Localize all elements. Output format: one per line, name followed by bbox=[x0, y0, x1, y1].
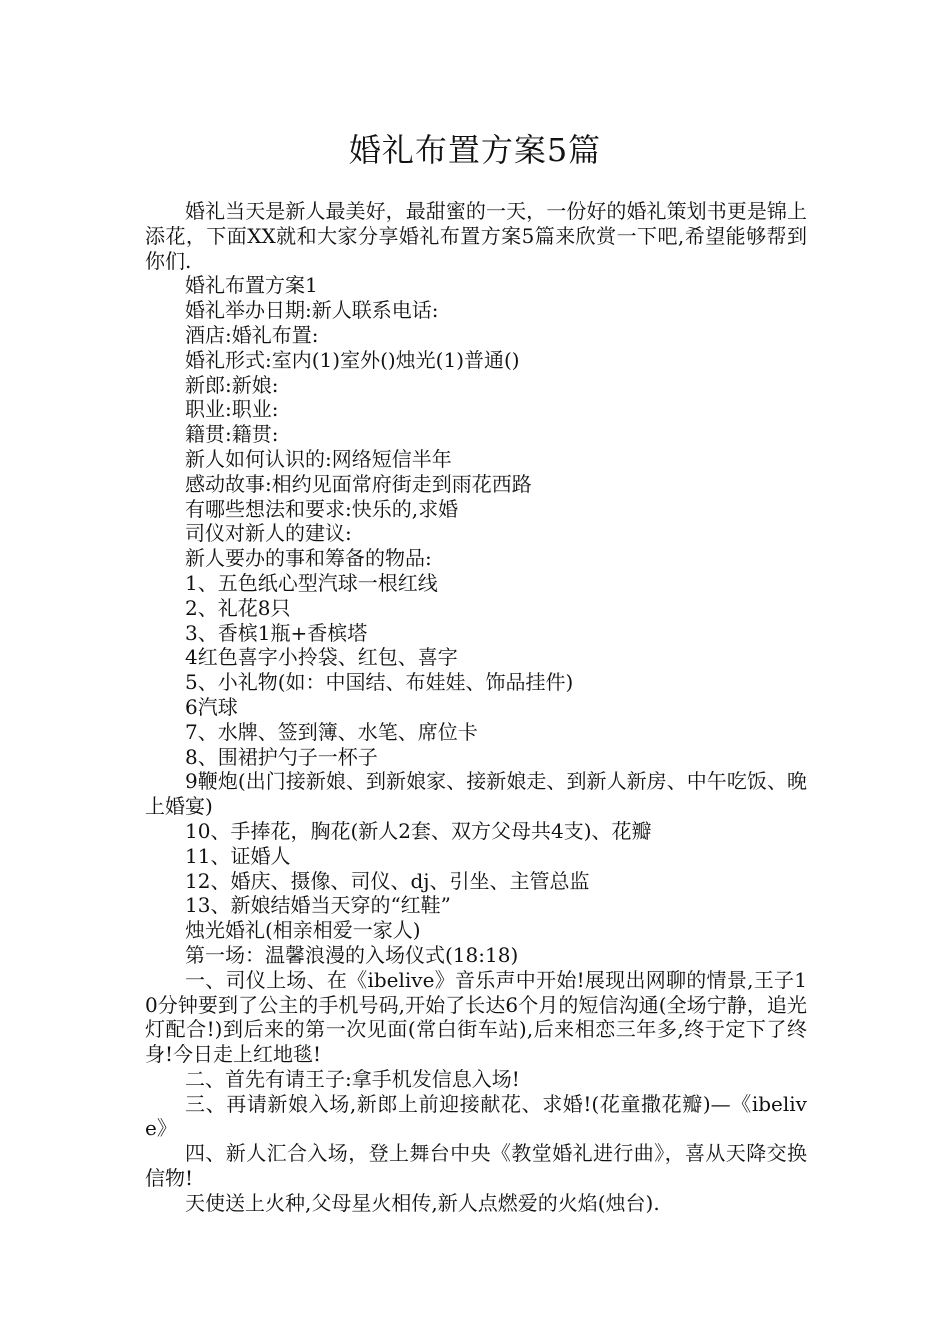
list-item: 11、证婚人 bbox=[185, 843, 291, 868]
list-item: 13、新娘结婚当天穿的“红鞋” bbox=[185, 893, 451, 918]
paragraph-requests: 有哪些想法和要求:快乐的,求婚 bbox=[185, 496, 459, 521]
paragraph-scene-one: 第一场：温馨浪漫的入场仪式(18:18) bbox=[185, 942, 519, 967]
paragraph-occupation: 职业:职业: bbox=[185, 397, 279, 422]
list-item: 5、小礼物(如：中国结、布娃娃、饰品挂件) bbox=[185, 670, 574, 695]
paragraph-groom-bride: 新郎:新娘: bbox=[185, 372, 279, 397]
document-title: 婚礼布置方案5篇 bbox=[348, 131, 602, 169]
list-item: 2、礼花8只 bbox=[185, 595, 291, 620]
paragraph-step-three: 三、再请新娘入场,新郎上前迎接献花、求婚!(花童撒花瓣)—《ibelive》 bbox=[145, 1091, 807, 1141]
paragraph-step-four: 四、新人汇合入场，登上舞台中央《教堂婚礼进行曲》，喜从天降交换信物! bbox=[145, 1141, 807, 1191]
list-item: 3、香槟1瓶+香槟塔 bbox=[185, 620, 368, 645]
list-item: 8、围裙护勺子一杯子 bbox=[185, 744, 378, 769]
paragraph-origin: 籍贯:籍贯: bbox=[185, 422, 279, 447]
list-item: 9鞭炮(出门接新娘、到新娘家、接新娘走、到新人新房、中午吃饭、晚上婚宴) bbox=[145, 769, 807, 819]
paragraph-step-one: 一、司仪上场、在《ibelive》音乐声中开始!展现出网聊的情景,王子10分钟要到了公主的手机号码,开始了长达6个月的短信沟通(全场宁静，追光灯配合!)到后来的第一次见面(常白街车站),后来相恋三年多,终于定下了终身!今日走上红地毯! bbox=[145, 967, 807, 1067]
paragraph-date-phone: 婚礼举办日期:新人联系电话: bbox=[185, 298, 439, 323]
paragraph-intro: 婚礼当天是新人最美好，最甜蜜的一天，一份好的婚礼策划书更是锦上添花，下面XX就和大家分享婚礼布置方案5篇来欣赏一下吧,希望能够帮到你们. bbox=[145, 199, 807, 273]
list-item: 6汽球 bbox=[185, 694, 238, 719]
paragraph-angel: 天使送上火种,父母星火相传,新人点燃爱的火焰(烛台). bbox=[185, 1190, 660, 1215]
list-item: 12、婚庆、摄像、司仪、dj、引坐、主管总监 bbox=[185, 868, 590, 893]
paragraph-candlelight-heading: 烛光婚礼(相亲相爱一家人) bbox=[185, 918, 421, 943]
paragraph-plan-heading: 婚礼布置方案1 bbox=[185, 273, 318, 298]
list-item: 1、五色纸心型汽球一根红线 bbox=[185, 570, 438, 595]
paragraph-step-two: 二、首先有请王子:拿手机发信息入场! bbox=[185, 1066, 520, 1091]
paragraph-how-met: 新人如何认识的:网络短信半年 bbox=[185, 446, 452, 471]
paragraph-hotel: 酒店:婚礼布置: bbox=[185, 322, 319, 347]
document-body bbox=[145, 199, 807, 1216]
list-item: 4红色喜字小拎袋、红包、喜字 bbox=[185, 645, 458, 670]
paragraph-items-heading: 新人要办的事和筹备的物品: bbox=[185, 546, 432, 571]
paragraph-mc-advice: 司仪对新人的建议: bbox=[185, 521, 352, 546]
paragraph-story: 感动故事:相约见面常府街走到雨花西路 bbox=[185, 471, 532, 496]
list-item: 10、手捧花，胸花(新人2套、双方父母共4支)、花瓣 bbox=[185, 818, 652, 843]
list-item: 7、水牌、签到簿、水笔、席位卡 bbox=[185, 719, 478, 744]
paragraph-wedding-form: 婚礼形式:室内(1)室外()烛光(1)普通() bbox=[185, 347, 520, 372]
